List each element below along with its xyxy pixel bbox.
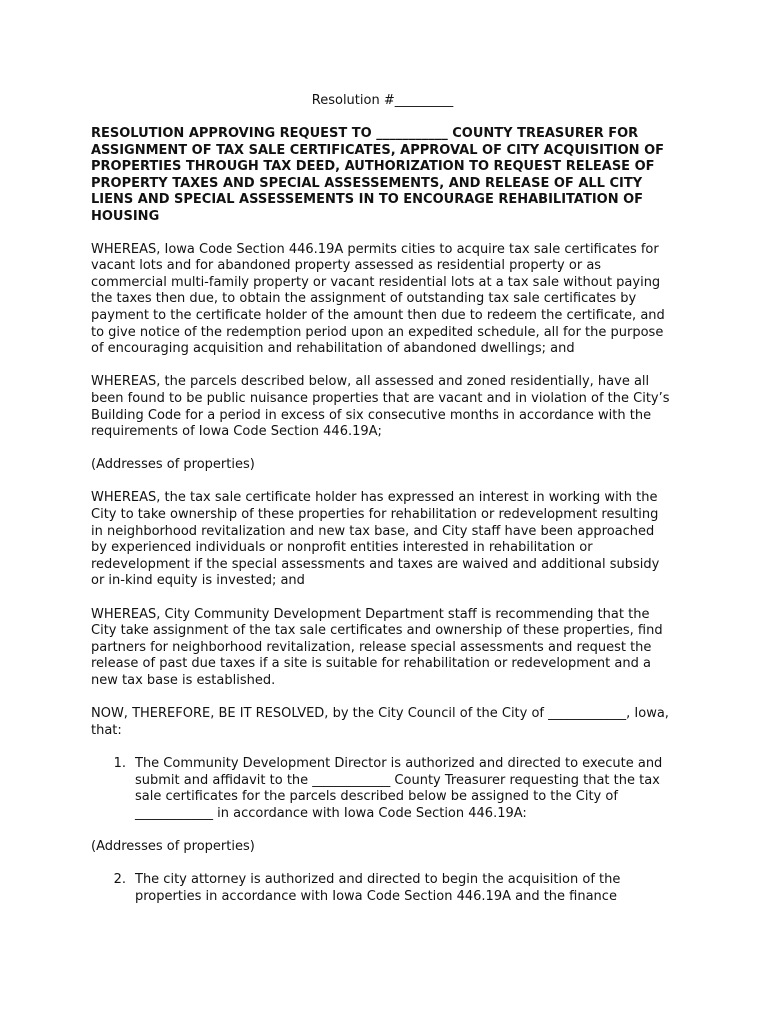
addresses-placeholder-1: (Addresses of properties) [91, 457, 255, 473]
resolution-number: Resolution #_________ [311, 93, 454, 108]
numbered-item-2 [91, 872, 674, 905]
addresses-placeholder-2: (Addresses of properties) [91, 838, 255, 854]
item-number: 1. [113, 755, 126, 771]
item-number: 2. [113, 872, 126, 888]
resolved-clause: NOW, THEREFORE, BE IT RESOLVED, by the City Council of the City of ____________, Iowa, that: [91, 706, 669, 738]
item-text: The Community Development Director is authorized and directed to execute and submit and affidavit to the ____________ County Treasurer requesting that the tax sale certificates for the parcels described below be assigned to the City of ____________ in accordance with Iowa Code Section 446.19A: [135, 755, 663, 821]
whereas-paragraph-1: WHEREAS, Iowa Code Section 446.19A permits cities to acquire tax sale certificates for vacant lots and for abandoned property assessed as residential property or as commercial multi-family property or vacant residential lots at a tax sale without paying the taxes then due, to obtain the assignment of outstanding tax sale certificates by payment to the certificate holder of the amount then due to redeem the certificate, and to give notice of the redemption period upon an expedited schedule, all for the purpose of encouraging acquisition and rehabilitation of abandoned dwellings; and [91, 241, 665, 357]
whereas-paragraph-4: WHEREAS, City Community Development Department staff is recommending that the City take assignment of the tax sale certificates and ownership of these properties, find partners for neighborhood revitalization, release special assessments and request the release of past due taxes if a site is suitable for rehabilitation or redevelopment and a new tax base is established. [91, 606, 663, 688]
numbered-item-1 [91, 756, 674, 822]
whereas-paragraph-2: WHEREAS, the parcels described below, all assessed and zoned residentially, have all been found to be public nuisance properties that are vacant and in violation of the City’s Building Code for a period in excess of six consecutive months in accordance with the requirements of Iowa Code Section 446.19A; [91, 374, 670, 440]
item-text: The city attorney is authorized and directed to begin the acquisition of the properties in accordance with Iowa Code Section 446.19A and the finance [135, 872, 621, 904]
resolution-title: RESOLUTION APPROVING REQUEST TO ___________ COUNTY TREASURER FOR ASSIGNMENT OF TAX SALE CERTIFICATES, APPROVAL OF CITY ACQUISITION OF PROPERTIES THROUGH TAX DEED, AUTHORIZATION TO REQUEST RELEASE OF PROPERTY TAXES AND SPECIAL ASSESSEMENTS, AND RELEASE OF ALL CITY LIENS AND SPECIAL ASSESSEMENTS IN TO ENCOURAGE REHABILITATION OF HOUSING [91, 126, 665, 224]
whereas-paragraph-3: WHEREAS, the tax sale certificate holder has expressed an interest in working with the City to take ownership of these properties for rehabilitation or redevelopment resulting in neighborhood revitalization and new tax base, and City staff have been approached by experienced individuals or nonprofit entities interested in rehabilitation or redevelopment if the special assessments and taxes are waived and additional subsidy or in-kind equity is invested; and [91, 490, 660, 589]
